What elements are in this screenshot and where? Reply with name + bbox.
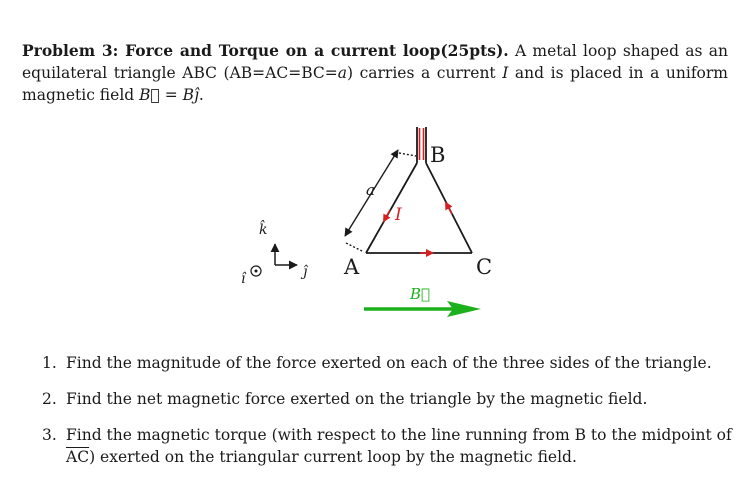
dimension-tick-top: [399, 153, 416, 156]
vertex-b-label: B: [430, 143, 446, 167]
side-length-label: a: [366, 181, 375, 199]
question-number: 2.: [42, 390, 57, 408]
question-item-1: [42, 352, 732, 374]
segment-ac: $\overline{AC}$: [66, 448, 90, 466]
question-text: Find the net magnetic force exerted on the triangle by the magnetic field.: [66, 390, 648, 408]
problem-heading: Problem 3: Force and Torque on a current loop(25pts).: [22, 41, 509, 60]
vertex-c-label: C: [476, 255, 493, 279]
question-number: 3.: [42, 426, 57, 444]
vertex-a-label: A: [344, 255, 360, 279]
dimension-tick-bottom: [346, 243, 364, 252]
question-text-2: ) exerted on the triangular current loop by the magnetic field.: [89, 448, 577, 466]
axis-j-label: ĵ: [303, 264, 308, 280]
problem-intro-end: .: [198, 86, 204, 104]
question-text: Find the magnitude of the force exerted on each of the three sides of the triangle.: [66, 354, 712, 372]
axis-i-dot: [255, 270, 258, 273]
problem-intro-1: A metal loop shaped as an equilateral triangle ABC (AB=AC=BC=: [22, 42, 728, 82]
problem-intro-3: and is placed in a uniform magnetic field: [22, 64, 728, 104]
current-symbol: I: [502, 64, 509, 82]
side-symbol: a: [337, 64, 347, 82]
question-text-1: Find the magnetic torque (with respect to the line running from B to the midpoint of: [66, 426, 732, 444]
question-item-3: [42, 424, 732, 468]
field-label: B⃗: [410, 285, 431, 303]
field-expression: B⃗ = Bĵ: [139, 86, 199, 104]
axis-i-label: î: [241, 271, 246, 287]
side-ab: [366, 163, 417, 253]
problem-intro-2: ) carries a current: [346, 64, 503, 82]
question-list: [42, 352, 732, 482]
current-label: I: [395, 205, 402, 225]
question-number: 1.: [42, 354, 57, 372]
current-arrow-bc: [447, 205, 452, 214]
axis-k-label: k̂: [259, 222, 268, 238]
current-arrow-ab: [385, 210, 390, 219]
question-item-2: [42, 388, 732, 410]
